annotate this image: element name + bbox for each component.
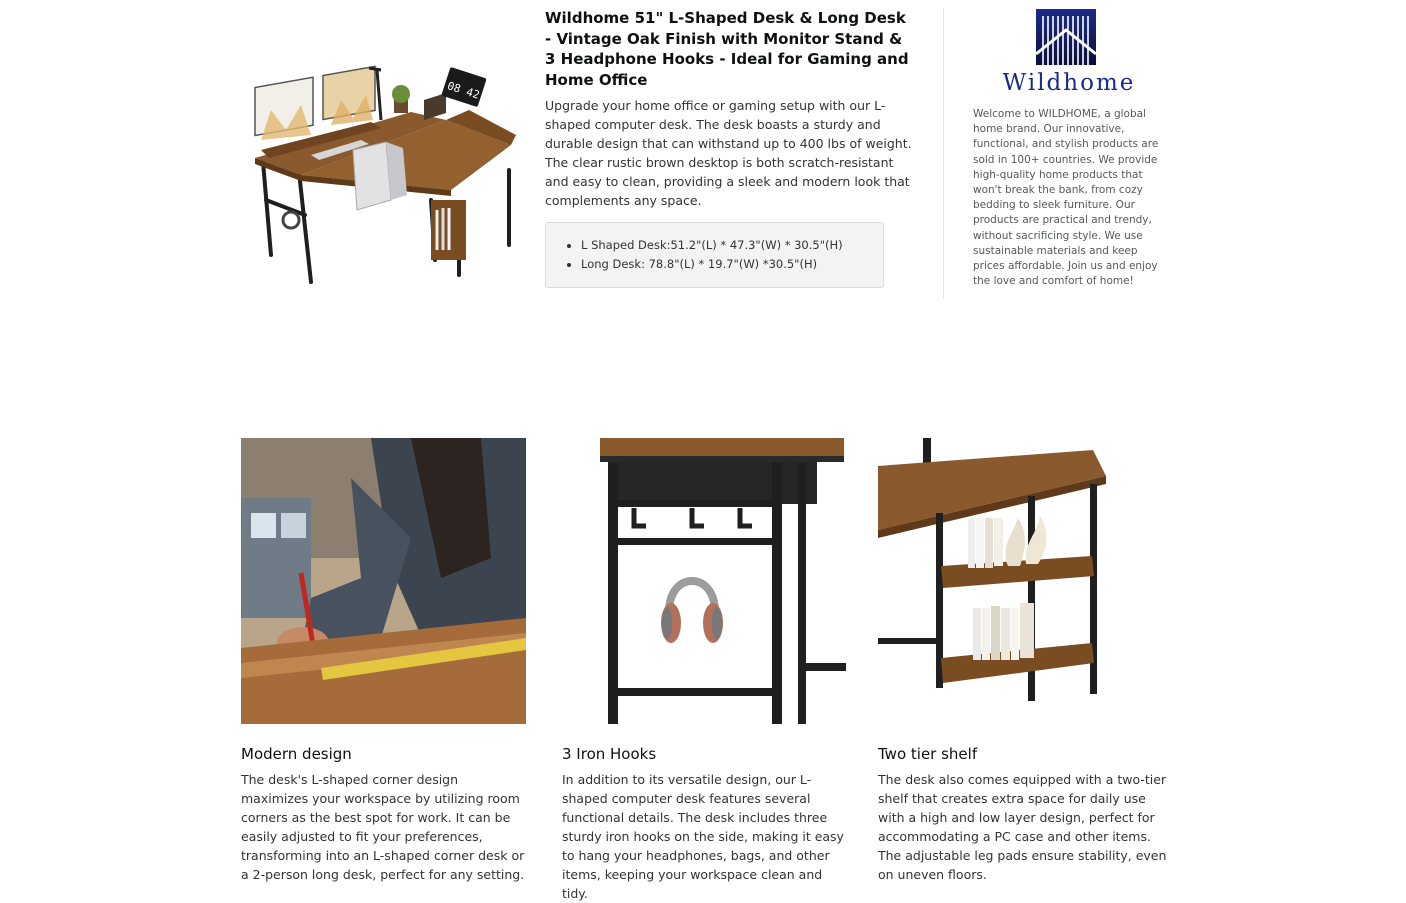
product-summary: [545, 8, 917, 210]
monitor-clock-text: 08 42: [445, 79, 482, 102]
feature-description: In addition to its versatile design, our L-shaped computer desk features several functional details. The desk includes three sturdy iron hooks on the side, making it easy to hang your headphones, bags, and other items, keeping your workspace clean and tidy.: [562, 772, 844, 901]
dimension-item: • L Shaped Desk:51.2"(L) * 47.3"(W) * 30.5"(H): [581, 236, 883, 255]
feature-card-iron-hooks: [562, 438, 852, 903]
feature-card-two-tier-shelf: [878, 438, 1170, 884]
feature-title: 3 Iron Hooks: [562, 745, 657, 763]
brand-name: Wildhome: [1002, 70, 1136, 96]
feature-title: Modern design: [241, 745, 352, 763]
dimensions-box: [545, 222, 884, 288]
product-title: Wildhome 51" L-Shaped Desk & Long Desk - Vintage Oak Finish with Monitor Stand & 3 Headphone Hooks - Ideal for Gaming and Home Office: [545, 9, 909, 89]
divider: [943, 8, 944, 299]
feature-image-shelf: [878, 438, 1170, 724]
product-description: Upgrade your home office or gaming setup with our L-shaped computer desk. The desk boasts a sturdy and durable design that can withstand up to 400 lbs of weight. The clear rustic brown desktop is both scratch-resistant and easy to clean, providing a sleek and modern look that complements any space.: [545, 98, 912, 208]
feature-description: The desk's L-shaped corner design maximizes your workspace by utilizing room corners as the best spot for work. It can be easily adjusted to fit your preferences, transforming into an L-shaped corner desk or a 2-person long desk, perfect for any setting.: [241, 772, 525, 882]
feature-card-modern-design: [241, 438, 526, 884]
product-image-l-desk: [241, 50, 526, 290]
brand-description: Welcome to WILDHOME, a global home brand. Our innovative, functional, and stylish products are sold in 100+ countries. We provide high-quality home products that won't break the bank, from cozy bedding to sleek furniture. Our products are practical and trendy, without sacrificing style. We use sustainable materials and keep prices affordable. Join us and enjoy the love and comfort of home!: [973, 108, 1159, 288]
feature-image-craftsman: [241, 438, 526, 724]
feature-image-headphone-hooks: [562, 438, 852, 724]
feature-description: The desk also comes equipped with a two-tier shelf that creates extra space for daily use with a high and low layer design, perfect for accommodating a PC case and other items. The adjustable leg pads ensure stability, even on uneven floors.: [878, 772, 1167, 882]
dimension-item: • Long Desk: 78.8"(L) * 19.7"(W) *30.5"(H): [581, 255, 883, 274]
dimensions-list: [546, 223, 883, 274]
feature-title: Two tier shelf: [878, 745, 978, 763]
